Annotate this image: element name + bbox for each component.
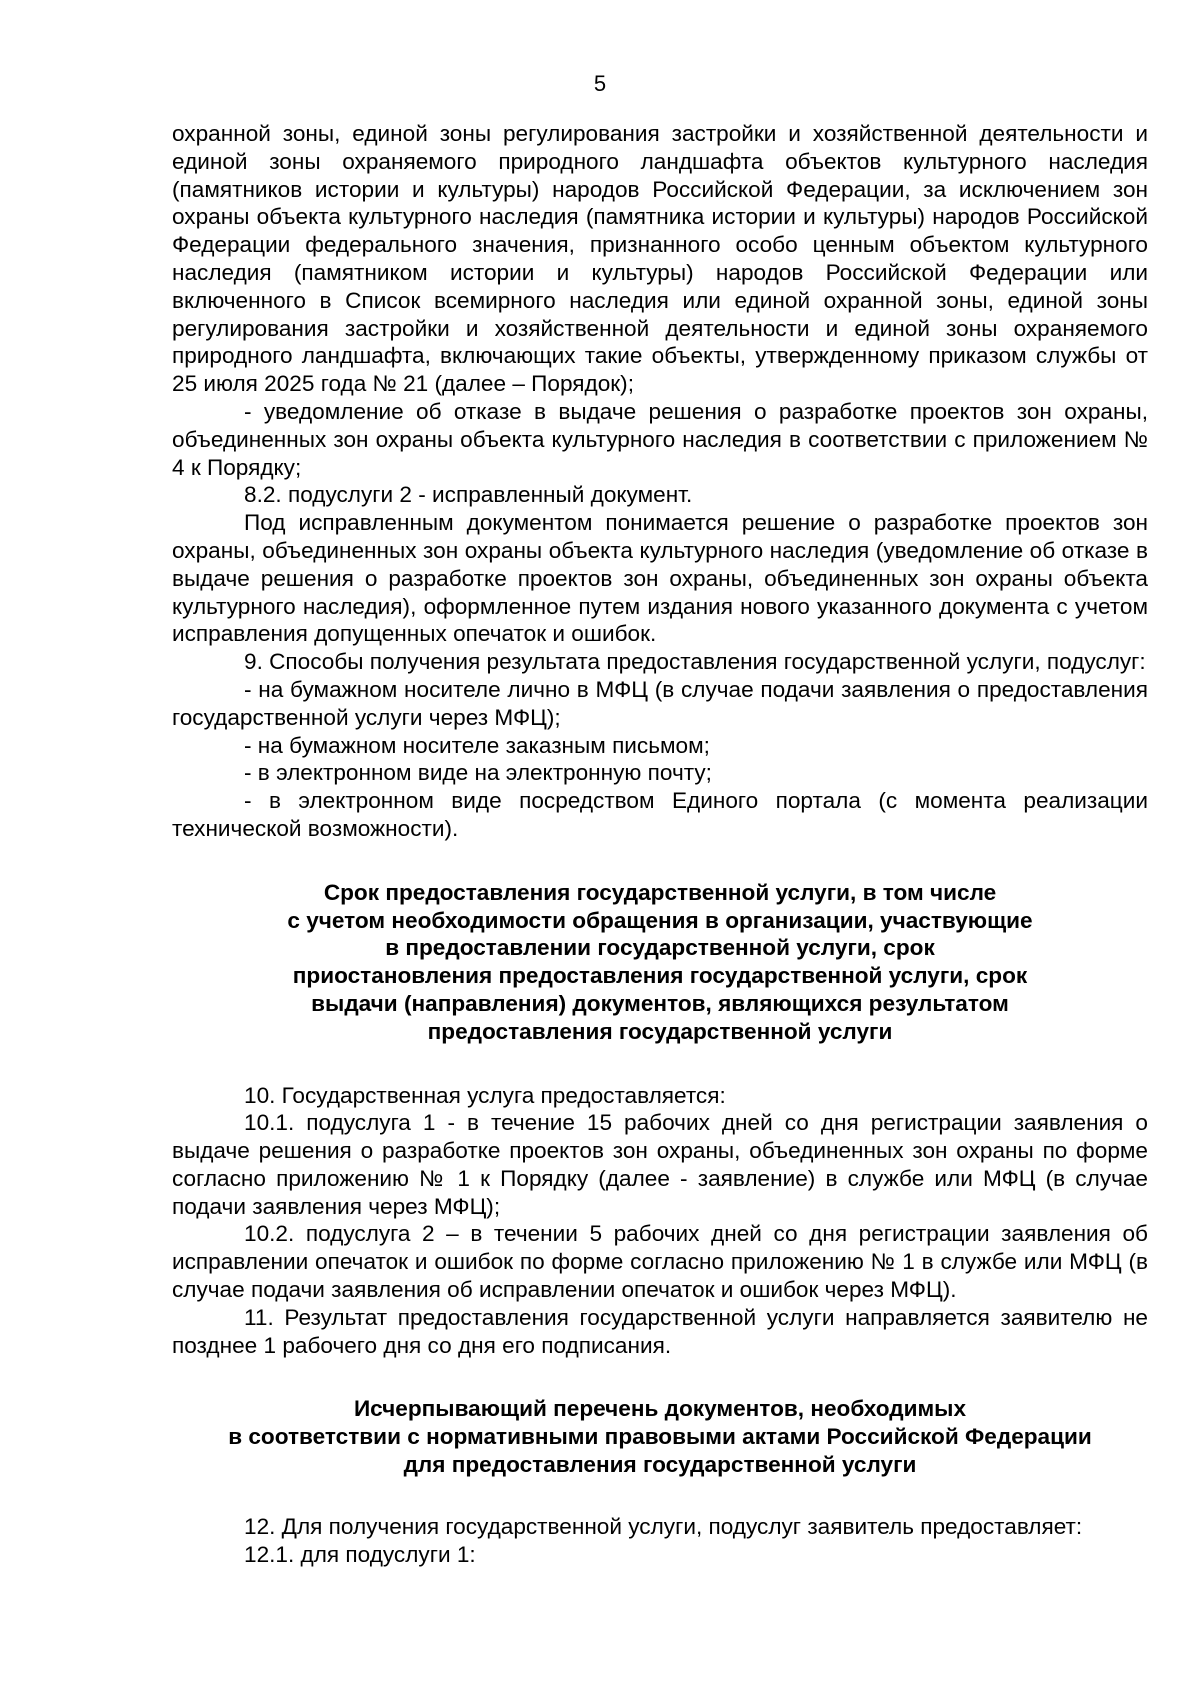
paragraph-12-1: 12.1. для подуслуги 1:: [244, 1541, 476, 1567]
list-item-registered-mail: - на бумажном носителе заказным письмом;: [244, 732, 710, 758]
document-body: [172, 120, 1148, 1568]
paragraph-corrected-document: Под исправленным документом понимается решение о разработке проектов зон охраны, объединенных зон охраны объекта культурного наследия (уведомление об отказе в выдаче решения о разработке проектов зон охраны, объединенных зон охраны объекта культурного наследия), оформленное путем издания нового указанного документа с учетом исправления допущенных опечаток и ошибок.: [172, 510, 1148, 647]
paragraph-8-2: 8.2. подуслуги 2 - исправленный документ.: [244, 482, 693, 508]
heading-line: в соответствии с нормативными правовыми актами Российской Федерации: [228, 1424, 1092, 1450]
heading-line: предоставления государственной услуги: [427, 1018, 893, 1044]
heading-line: приостановления предоставления государственной услуги, срок: [292, 963, 1028, 989]
paragraph-11: 11. Результат предоставления государственной услуги направляется заявителю не позднее 1 рабочего дня со дня его подписания.: [172, 1304, 1148, 1358]
heading-line: в предоставлении государственной услуги, срок: [385, 935, 935, 961]
heading-line: для предоставления государственной услуги: [403, 1452, 917, 1478]
paragraph-12: 12. Для получения государственной услуги, подуслуг заявитель предоставляет:: [244, 1513, 1083, 1539]
paragraph-refusal-notice: - уведомление об отказе в выдаче решения о разработке проектов зон охраны, объединенных зон охраны объекта культурного наследия в соответствии с приложением № 4 к Порядку;: [172, 398, 1148, 480]
heading-line: Исчерпывающий перечень документов, необходимых: [353, 1396, 967, 1422]
heading-line: выдачи (направления) документов, являющихся результатом: [311, 990, 1009, 1016]
paragraph-10-1: 10.1. подуслуга 1 - в течение 15 рабочих дней со дня регистрации заявления о выдаче решения о разработке проектов зон охраны, объединенных зон охраны по форме согласно приложению № 1 к Порядку (далее - заявление) в службе или МФЦ (в случае подачи заявления через МФЦ);: [172, 1110, 1148, 1219]
list-item-paper-mfc: - на бумажном носителе лично в МФЦ (в случае подачи заявления о предоставления государственной услуги через МФЦ);: [172, 676, 1148, 730]
list-item-email: - в электронном виде на электронную почту;: [244, 760, 712, 786]
heading-line: Срок предоставления государственной услуги, в том числе: [323, 879, 997, 905]
section-heading-documents-list: [172, 1395, 1148, 1478]
paragraph-10-2: 10.2. подуслуга 2 – в течении 5 рабочих дней со дня регистрации заявления об исправлении опечаток и ошибок по форме согласно приложению № 1 в службе или МФЦ (в случае подачи заявления об исправлении опечаток и ошибок через МФЦ).: [172, 1221, 1148, 1303]
paragraph-10: 10. Государственная услуга предоставляется:: [244, 1082, 726, 1108]
paragraph-9: 9. Способы получения результата предоставления государственной услуги, подуслуг:: [244, 649, 1146, 675]
heading-line: с учетом необходимости обращения в организации, участвующие: [287, 907, 1033, 933]
list-item-portal: - в электронном виде посредством Единого портала (с момента реализации технической возможности).: [172, 788, 1148, 841]
section-heading-service-term: [172, 879, 1148, 1046]
page-number: 5: [593, 71, 607, 96]
paragraph-order-continuation: охранной зоны, единой зоны регулирования застройки и хозяйственной деятельности и единой зоны охраняемого природного ландшафта объектов культурного наследия (памятников истории и культуры) народов Российской Федерации, за исключением зон охраны объекта культурного наследия (памятника истории и культуры) народов Российской Федерации федерального значения, признанного особо ценным объектом культурного наследия (памятником истории и культуры) народов Российской Федерации или включенного в Список всемирного наследия или единой охранной зоны, единой зоны регулирования застройки и хозяйственной деятельности и единой зоны охраняемого природного ландшафта, включающих такие объекты, утвержденному приказом службы от 25 июля 2025 года № 21 (далее – Порядок);: [172, 121, 1148, 397]
